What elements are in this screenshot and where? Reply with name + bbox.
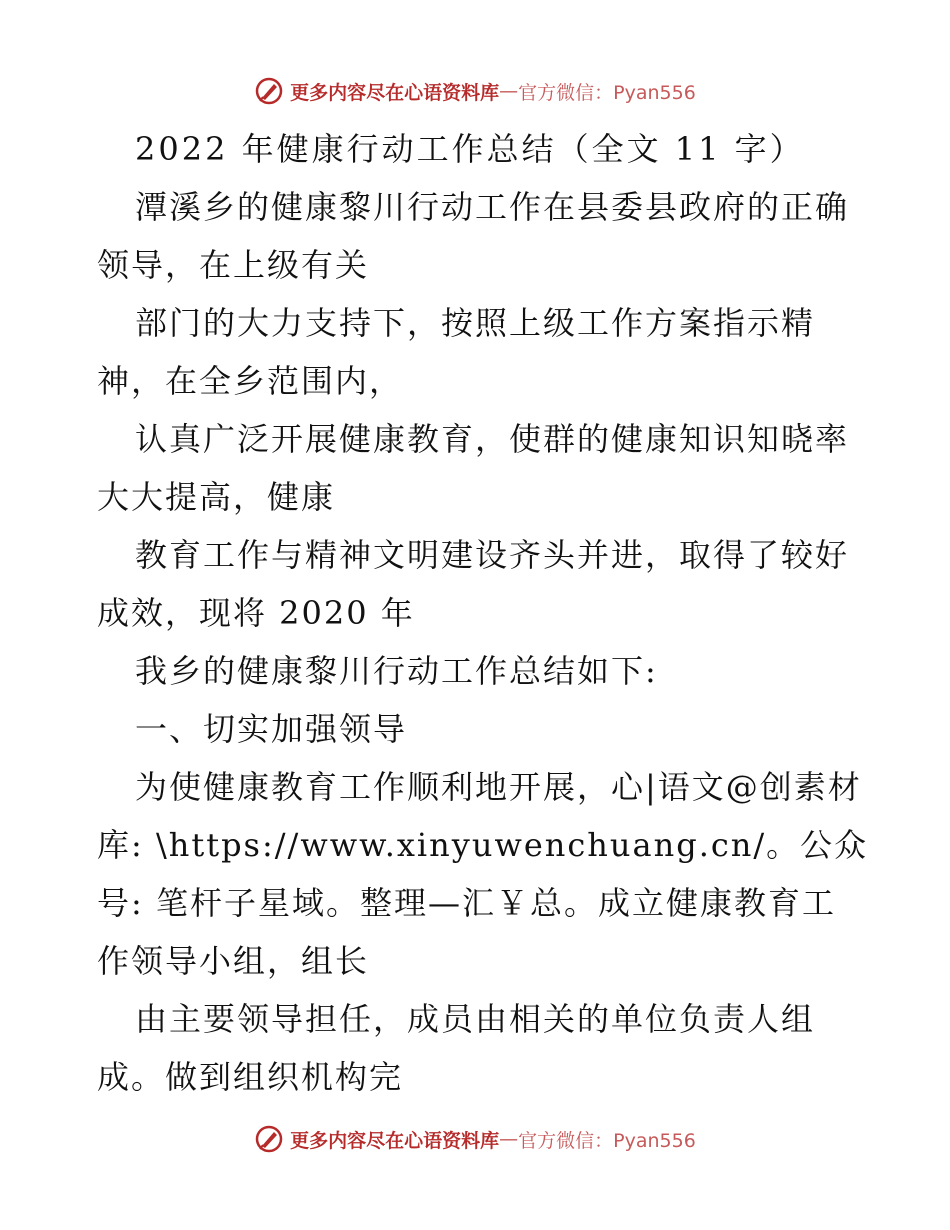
document-body [97,120,869,1106]
paragraph-line: 大大提高，健康 [97,478,336,516]
paragraph-line: 由主要领导担任，成员由相关的单位负责人组 [135,1000,816,1038]
header-banner [0,71,950,111]
banner-separator: — [499,1128,519,1150]
banner-lead-text: 更多内容尽在心语资料库 [290,81,500,104]
paragraph-line: 库: \https://www.xinyuwenchuang.cn/。公众 [97,826,869,864]
paragraph-line: 为使健康教育工作顺利地开展，心|语文@创素材 [135,768,862,806]
banner-wechat-text: 官方微信：Pyan556 [518,1129,696,1152]
paragraph-line: 潭溪乡的健康黎川行动工作在县委县政府的正确 [135,188,850,226]
document-title: 2022 年健康行动工作总结（全文 11 字） [135,130,805,168]
paragraph-line: 我乡的健康黎川行动工作总结如下: [135,652,658,690]
section-heading: 一、切实加强领导 [135,710,408,748]
paragraph-line: 教育工作与精神文明建设齐头并进，取得了较好 [135,536,850,574]
banner-wechat-text: 官方微信：Pyan556 [518,81,696,104]
paragraph-line: 成效，现将 2020 年 [97,594,415,632]
footer-banner [0,1119,950,1159]
paragraph-line: 认真广泛开展健康教育，使群的健康知识知晓率 [135,420,850,458]
quill-logo-icon [254,76,284,106]
quill-logo-icon [254,1124,284,1154]
paragraph-line: 成。做到组织机构完 [97,1058,404,1096]
banner-separator: — [499,80,519,102]
paragraph-line: 领导，在上级有关 [97,246,370,284]
paragraph-line: 号: 笔杆子星域。整理—汇￥总。成立健康教育工 [97,884,836,922]
paragraph-line: 部门的大力支持下，按照上级工作方案指示精 [135,304,816,342]
banner-lead-text: 更多内容尽在心语资料库 [290,1129,500,1152]
paragraph-line: 神，在全乡范围内， [97,362,404,400]
paragraph-line: 作领导小组，组长 [97,942,370,980]
